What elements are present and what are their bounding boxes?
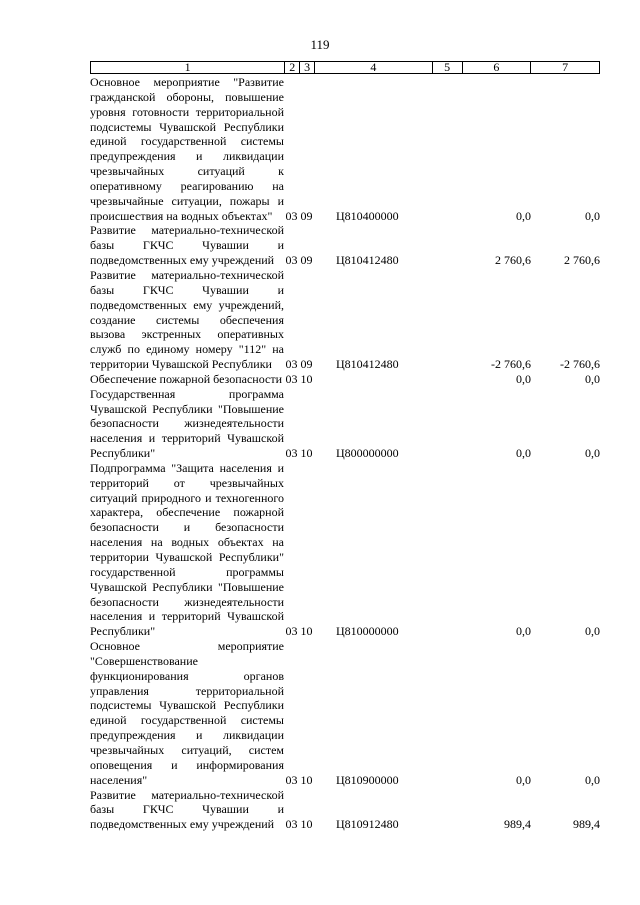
header-col-7: 7: [530, 62, 599, 73]
page-number: 119: [310, 37, 330, 52]
row-sum-2: -2 760,6: [560, 357, 600, 372]
row-name: Развитие материально-технической базы ГКЧС Чувашии и подведомственных ему учреждений: [90, 223, 284, 268]
header-col-1: 1: [184, 60, 191, 74]
row-sum-1: 989,4: [504, 817, 531, 832]
row-sum-2: 0,0: [585, 446, 600, 461]
row-sum-1: -2 760,6: [491, 357, 531, 372]
row-rz: 03: [285, 772, 298, 787]
row-rz: 03: [285, 208, 298, 223]
row-name: Развитие материально-технической базы ГКЧС Чувашии и подведомственных ему учреждений: [90, 787, 284, 832]
row-csr: Ц810900000: [336, 772, 399, 787]
row-name: Государственная программа Чувашской Республики "Повышение безопасности жизнедеятельности населения и территорий Чувашской Республики": [90, 386, 284, 461]
row-rz: 03: [285, 624, 298, 639]
row-pr: 10: [300, 817, 313, 832]
table-row: [90, 372, 600, 387]
row-sum-2: 0,0: [585, 371, 600, 386]
table-row: [90, 639, 600, 787]
row-sum-1: 0,0: [516, 371, 531, 386]
row-pr: 09: [300, 253, 313, 268]
row-pr: 10: [300, 772, 313, 787]
header-col-5: 5: [432, 62, 462, 73]
row-csr: Ц810912480: [336, 817, 399, 832]
row-name: Развитие материально-технической базы ГКЧС Чувашии и подведомственных ему учреждений, создание системы обеспечения вызова экстренных оперативных служб по единому номеру "112" на территории Чувашской Республики: [90, 267, 284, 372]
row-pr: 09: [300, 208, 313, 223]
row-sum-2: 0,0: [585, 208, 600, 223]
row-name: Обеспечение пожарной безопасности: [90, 371, 283, 386]
table-row: [90, 461, 600, 639]
table-row: [90, 223, 600, 268]
row-rz: 03: [285, 371, 298, 386]
row-csr: Ц810412480: [336, 253, 399, 268]
table-row: [90, 387, 600, 461]
row-pr: 10: [300, 371, 313, 386]
row-name: Подпрограмма "Защита населения и территорий от чрезвычайных ситуаций природного и техногенного характера, обеспечение пожарной безопасности и безопасности населения на водных объектах на территории Чувашской Республики" государственной программы Чувашской Республики "Повышение безопасности жизнедеятельности населения и территорий Чувашской Республики": [90, 460, 284, 639]
row-sum-1: 2 760,6: [495, 253, 531, 268]
row-csr: Ц810000000: [336, 624, 399, 639]
row-sum-1: 0,0: [516, 624, 531, 639]
table-body: [90, 75, 600, 832]
table-row: [90, 75, 600, 223]
row-sum-2: 0,0: [585, 624, 600, 639]
row-pr: 09: [300, 357, 313, 372]
row-rz: 03: [285, 817, 298, 832]
row-name: Основное мероприятие "Развитие гражданской обороны, повышение уровня готовности территориальной подсистемы Чувашской Республики единой государственной системы предупреждения и ликвидации чрезвычайных ситуаций к оперативному реагированию на чрезвычайные ситуации, пожары и происшествия на водных объектах": [90, 75, 284, 223]
row-pr: 10: [300, 624, 313, 639]
row-sum-2: 989,4: [573, 817, 600, 832]
table-header: [90, 61, 600, 74]
row-sum-1: 0,0: [516, 446, 531, 461]
row-pr: 10: [300, 446, 313, 461]
header-col-6: 6: [462, 62, 531, 73]
row-name: Основное мероприятие "Совершенствование функционирования органов управления территориальной подсистемы Чувашской Республики единой государственной системы предупреждения и ликвидации чрезвычайных ситуаций, систем оповещения и информирования населения": [90, 639, 284, 787]
row-rz: 03: [285, 357, 298, 372]
row-sum-2: 2 760,6: [564, 253, 600, 268]
header-col-3: 3: [299, 62, 314, 73]
row-sum-1: 0,0: [516, 772, 531, 787]
row-sum-2: 0,0: [585, 772, 600, 787]
row-rz: 03: [285, 253, 298, 268]
row-csr: Ц810400000: [336, 208, 399, 223]
row-csr: Ц800000000: [336, 446, 399, 461]
row-csr: Ц810412480: [336, 357, 399, 372]
header-col-2: 2: [284, 62, 299, 73]
table-row: [90, 268, 600, 372]
header-col-4: 4: [314, 62, 432, 73]
row-sum-1: 0,0: [516, 208, 531, 223]
table-row: [90, 788, 600, 833]
row-rz: 03: [285, 446, 298, 461]
